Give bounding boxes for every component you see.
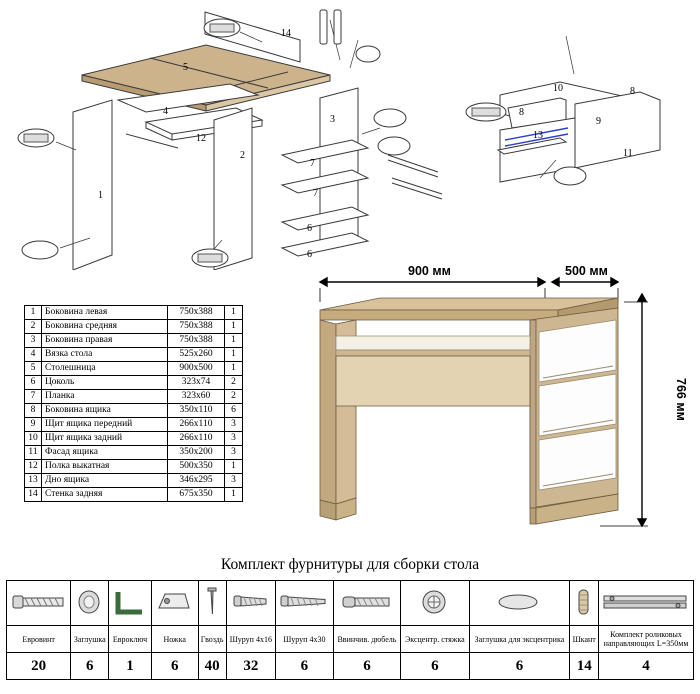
- svg-text:6: 6: [307, 223, 312, 234]
- part-dim-cell: 900x500: [168, 362, 225, 376]
- part-qty-cell: 1: [225, 348, 243, 362]
- dowel-icon: [333, 581, 401, 626]
- part-num-cell: 11: [25, 446, 42, 460]
- part-num-cell: 14: [25, 488, 42, 502]
- svg-text:9: 9: [596, 116, 601, 127]
- part-name-cell: Вязка стола: [42, 348, 168, 362]
- kit-item-label: Заглушка: [71, 626, 109, 653]
- kit-item-label: Шуруп 4х16: [226, 626, 275, 653]
- part-num-cell: 5: [25, 362, 42, 376]
- part-dim-cell: 750x388: [168, 334, 225, 348]
- kit-item-count: 6: [333, 653, 401, 680]
- part-name-cell: Стенка задняя: [42, 488, 168, 502]
- table-row: [25, 474, 243, 488]
- svg-text:7: 7: [310, 158, 315, 169]
- part-dim-cell: 266x110: [168, 418, 225, 432]
- part-name-cell: Полка выкатная: [42, 460, 168, 474]
- part-dim-cell: 500x350: [168, 460, 225, 474]
- kit-item-count: 14: [570, 653, 599, 680]
- svg-text:7: 7: [313, 188, 318, 199]
- kit-item-label: Гвоздь: [198, 626, 226, 653]
- table-row: [25, 432, 243, 446]
- euroscrew-icon: [7, 581, 71, 626]
- dimension-height-label: 766 мм: [674, 378, 688, 421]
- kit-item-count: 6: [71, 653, 109, 680]
- cap-icon: [71, 581, 109, 626]
- table-row: [25, 348, 243, 362]
- part-dim-cell: 675x350: [168, 488, 225, 502]
- kit-item-count: 6: [469, 653, 570, 680]
- kit-item-count: 32: [226, 653, 275, 680]
- part-name-cell: Дно ящика: [42, 474, 168, 488]
- part-side-left: [73, 100, 112, 270]
- part-side-right: [320, 88, 358, 250]
- kit-item-label: Евровинт: [7, 626, 71, 653]
- kit-item-label: Шкант: [570, 626, 599, 653]
- kit-item-label: Ножка: [151, 626, 198, 653]
- eccentric-cap-icon: [469, 581, 570, 626]
- part-qty-cell: 2: [225, 390, 243, 404]
- part-dim-cell: 750x388: [168, 320, 225, 334]
- kit-item-label: Эксцентр. стяжка: [401, 626, 469, 653]
- part-name-cell: Столешница: [42, 362, 168, 376]
- part-qty-cell: 6: [225, 404, 243, 418]
- part-num-cell: 13: [25, 474, 42, 488]
- part-qty-cell: 1: [225, 306, 243, 320]
- part-dim-cell: 323x60: [168, 390, 225, 404]
- exploded-assembly-diagram: [0, 0, 700, 270]
- kit-item-label: Комплект роликовых направляющих L=350мм: [599, 626, 694, 653]
- part-dim-cell: 525x260: [168, 348, 225, 362]
- foot-icon: [151, 581, 198, 626]
- part-dim-cell: 346x295: [168, 474, 225, 488]
- part-num-cell: 9: [25, 418, 42, 432]
- screw-4x30-icon: [275, 581, 333, 626]
- svg-text:12: 12: [196, 133, 206, 144]
- table-row: [25, 418, 243, 432]
- part-dim-cell: 266x110: [168, 432, 225, 446]
- part-qty-cell: 3: [225, 418, 243, 432]
- part-dim-cell: 350x200: [168, 446, 225, 460]
- table-row: [25, 488, 243, 502]
- part-name-cell: Планка: [42, 390, 168, 404]
- part-qty-cell: 2: [225, 376, 243, 390]
- nail-icon: [198, 581, 226, 626]
- part-name-cell: Щит ящика задний: [42, 432, 168, 446]
- svg-text:6: 6: [307, 249, 312, 260]
- table-row: [25, 404, 243, 418]
- part-qty-cell: 3: [225, 474, 243, 488]
- slide-rails-icon: [599, 581, 694, 626]
- svg-text:5: 5: [183, 62, 188, 73]
- kit-item-count: 4: [599, 653, 694, 680]
- kit-item-count: 6: [401, 653, 469, 680]
- table-row: [25, 376, 243, 390]
- kit-item-count: 6: [275, 653, 333, 680]
- svg-text:10: 10: [553, 83, 563, 94]
- part-name-cell: Боковина правая: [42, 334, 168, 348]
- parts-list-table: [24, 305, 243, 502]
- hardware-kit-title: Комплект фурнитуры для сборки стола: [220, 556, 480, 573]
- table-row: [25, 334, 243, 348]
- kit-item-label: Ввинчив. дюбель: [333, 626, 401, 653]
- kit-item-count: 1: [109, 653, 151, 680]
- svg-text:1: 1: [98, 190, 103, 201]
- table-row: [25, 446, 243, 460]
- kit-item-label: Заглушка для эксцентрика: [469, 626, 570, 653]
- part-num-cell: 4: [25, 348, 42, 362]
- table-row: [25, 362, 243, 376]
- desk-render: [300, 258, 690, 548]
- part-qty-cell: 3: [225, 446, 243, 460]
- table-row: [25, 390, 243, 404]
- kit-item-label: Шуруп 4х30: [275, 626, 333, 653]
- screw-4x16-icon: [226, 581, 275, 626]
- part-num-cell: 6: [25, 376, 42, 390]
- kit-item-label: Евроключ: [109, 626, 151, 653]
- table-row: [25, 306, 243, 320]
- allen-key-icon: [109, 581, 151, 626]
- part-name-cell: Фасад ящика: [42, 446, 168, 460]
- part-num-cell: 8: [25, 404, 42, 418]
- table-row: [25, 460, 243, 474]
- hardware-kit-table: [6, 580, 694, 680]
- part-side-middle: [214, 108, 252, 270]
- svg-text:8: 8: [630, 86, 635, 97]
- dimension-depth-label: 500 мм: [565, 264, 608, 278]
- eccentric-icon: [401, 581, 469, 626]
- part-qty-cell: 1: [225, 488, 243, 502]
- part-num-cell: 10: [25, 432, 42, 446]
- svg-text:2: 2: [240, 150, 245, 161]
- svg-text:4: 4: [163, 106, 168, 117]
- part-name-cell: Боковина средняя: [42, 320, 168, 334]
- part-qty-cell: 1: [225, 362, 243, 376]
- part-name-cell: Боковина левая: [42, 306, 168, 320]
- part-qty-cell: 1: [225, 334, 243, 348]
- part-name-cell: Боковина ящика: [42, 404, 168, 418]
- part-num-cell: 12: [25, 460, 42, 474]
- part-name-cell: Щит ящика передний: [42, 418, 168, 432]
- kit-item-count: 40: [198, 653, 226, 680]
- dimension-width-label: 900 мм: [408, 264, 451, 278]
- kit-item-count: 6: [151, 653, 198, 680]
- kit-item-count: 20: [7, 653, 71, 680]
- drawer-subassembly: [498, 82, 660, 182]
- part-dim-cell: 323x74: [168, 376, 225, 390]
- part-num-cell: 3: [25, 334, 42, 348]
- part-name-cell: Цоколь: [42, 376, 168, 390]
- svg-text:14: 14: [281, 28, 291, 39]
- part-dim-cell: 750x388: [168, 306, 225, 320]
- part-qty-cell: 1: [225, 460, 243, 474]
- svg-text:11: 11: [623, 148, 633, 159]
- part-num-cell: 7: [25, 390, 42, 404]
- svg-text:8: 8: [519, 107, 524, 118]
- part-qty-cell: 1: [225, 320, 243, 334]
- part-qty-cell: 3: [225, 432, 243, 446]
- part-num-cell: 2: [25, 320, 42, 334]
- part-num-cell: 1: [25, 306, 42, 320]
- svg-text:3: 3: [330, 114, 335, 125]
- shkant-icon: [570, 581, 599, 626]
- table-row: [25, 320, 243, 334]
- svg-text:13: 13: [533, 130, 543, 141]
- part-dim-cell: 350x110: [168, 404, 225, 418]
